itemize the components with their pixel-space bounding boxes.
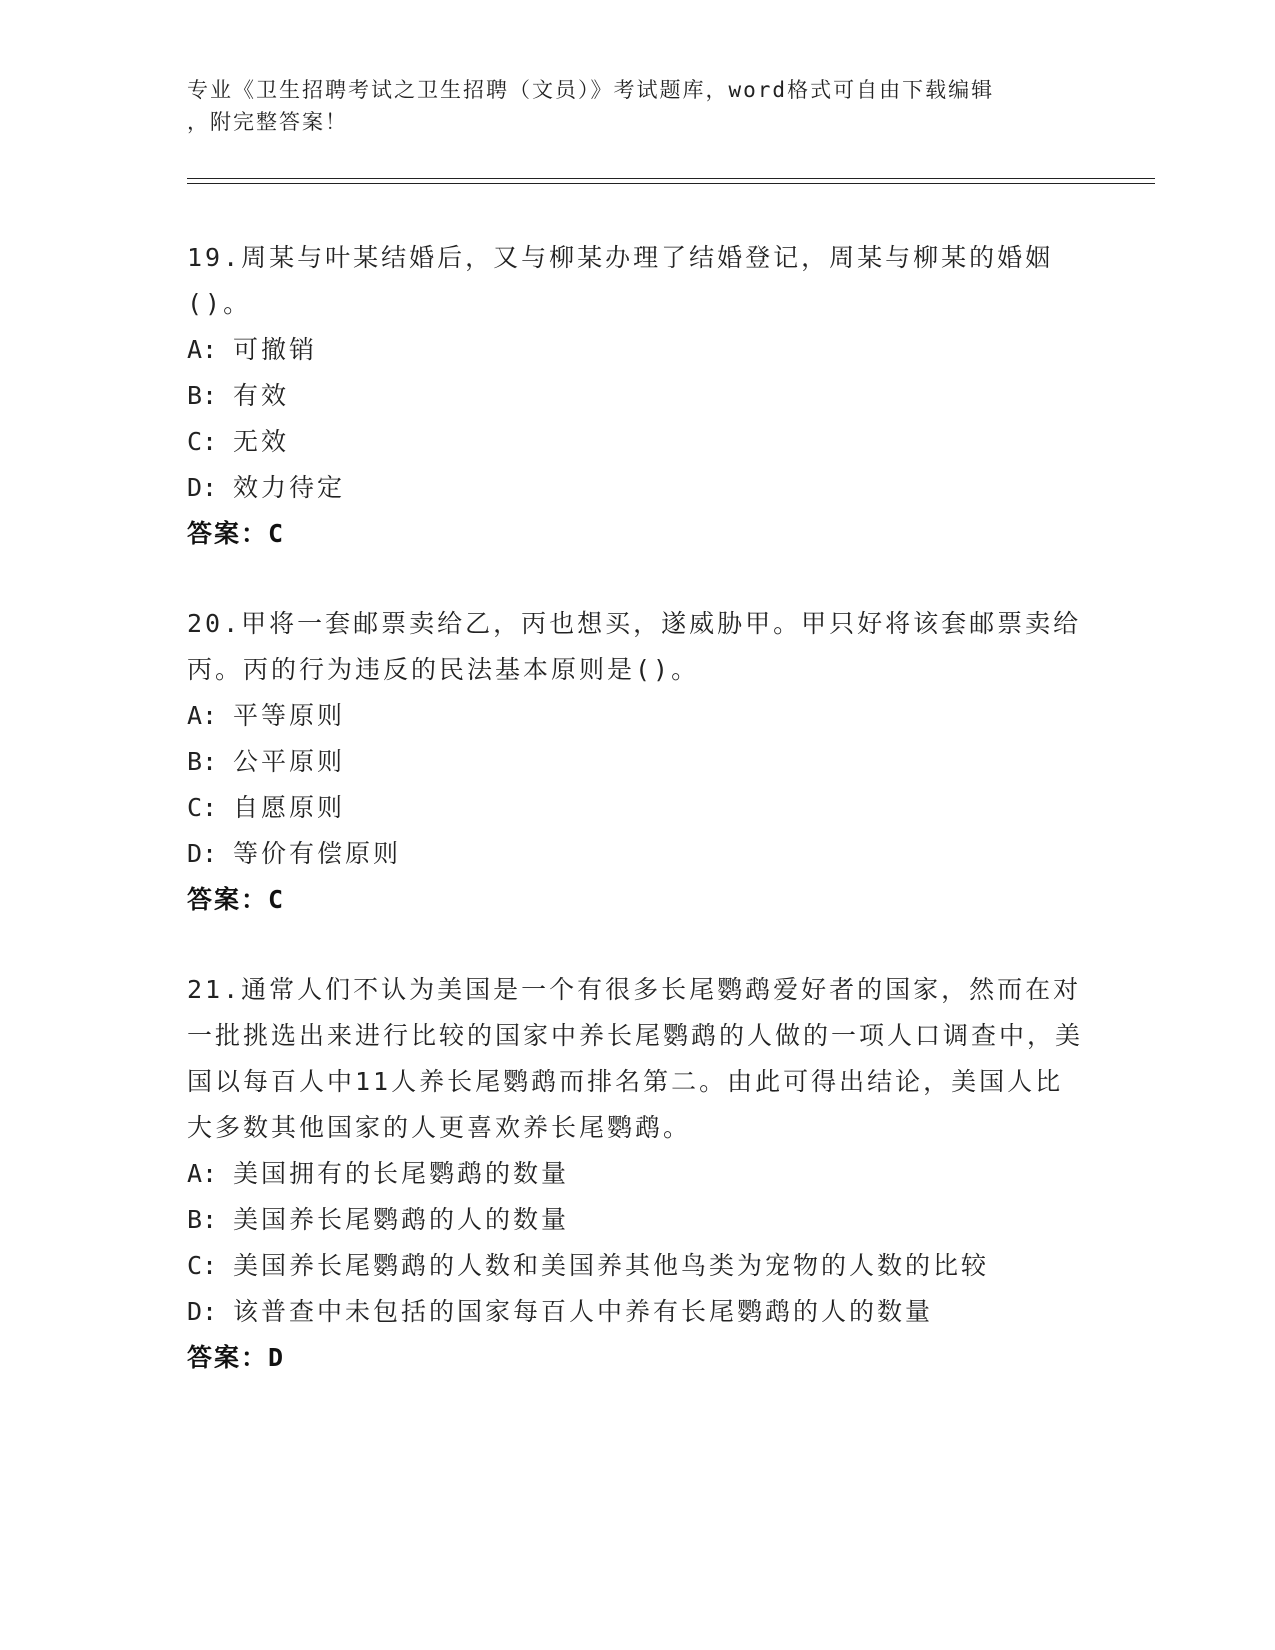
question-stem: 20.甲将一套邮票卖给乙，丙也想买，遂威胁甲。甲只好将该套邮票卖给丙。丙的行为违反的民法基本原则是()。 (187, 609, 1082, 684)
option-letter: C: (187, 1251, 218, 1280)
option-letter: C: (187, 793, 218, 822)
answer-label: 答案：D (187, 1343, 286, 1372)
question-stem: 21.通常人们不认为美国是一个有很多长尾鹦鹉爱好者的国家，然而在对一批挑选出来进行比较的国家中养长尾鹦鹉的人做的一项人口调查中，美国以每百人中11人养长尾鹦鹉而排名第二。由此可得出结论，美国人比大多数其他国家的人更喜欢养长尾鹦鹉。 (187, 975, 1084, 1142)
option-c (187, 1243, 1087, 1289)
answer-label: 答案：C (187, 885, 286, 914)
option-letter: A: (187, 335, 218, 364)
option-d (187, 831, 1087, 877)
option-a (187, 1151, 1087, 1197)
option-text: 自愿原则 (233, 793, 346, 822)
question-21 (187, 967, 1087, 1381)
option-letter: D: (187, 1297, 218, 1326)
option-b (187, 373, 1087, 419)
option-text: 该普查中未包括的国家每百人中养有长尾鹦鹉的人的数量 (233, 1297, 934, 1326)
option-text: 美国养长尾鹦鹉的人的数量 (233, 1205, 570, 1234)
document-header (187, 74, 1067, 138)
option-letter: B: (187, 381, 218, 410)
option-letter: A: (187, 1159, 218, 1188)
option-letter: C: (187, 427, 218, 456)
option-text: 美国拥有的长尾鹦鹉的数量 (233, 1159, 570, 1188)
option-text: 有效 (233, 381, 290, 410)
header-divider-bottom (187, 183, 1155, 184)
option-text: 效力待定 (233, 473, 346, 502)
option-text: 可撤销 (233, 335, 318, 364)
option-a (187, 693, 1087, 739)
option-text: 公平原则 (233, 747, 346, 776)
option-text: 等价有偿原则 (233, 839, 402, 868)
option-letter: D: (187, 473, 218, 502)
option-letter: B: (187, 747, 218, 776)
header-divider-top (187, 178, 1155, 179)
question-20 (187, 601, 1087, 923)
option-text: 平等原则 (233, 701, 346, 730)
option-b (187, 1197, 1087, 1243)
option-letter: A: (187, 701, 218, 730)
header-title-line-2: ，附完整答案！ (187, 110, 348, 134)
option-c (187, 785, 1087, 831)
header-title-line-1: 专业《卫生招聘考试之卫生招聘（文员）》考试题库，word格式可自由下载编辑 (187, 78, 995, 102)
question-stem: 19.周某与叶某结婚后，又与柳某办理了结婚登记，周某与柳某的婚姻()。 (187, 243, 1054, 318)
option-letter: B: (187, 1205, 218, 1234)
question-19 (187, 235, 1087, 557)
option-b (187, 739, 1087, 785)
answer-label: 答案：C (187, 519, 286, 548)
option-d (187, 465, 1087, 511)
option-text: 无效 (233, 427, 290, 456)
option-c (187, 419, 1087, 465)
option-text: 美国养长尾鹦鹉的人数和美国养其他鸟类为宠物的人数的比较 (233, 1251, 990, 1280)
option-d (187, 1289, 1087, 1335)
option-letter: D: (187, 839, 218, 868)
option-a (187, 327, 1087, 373)
